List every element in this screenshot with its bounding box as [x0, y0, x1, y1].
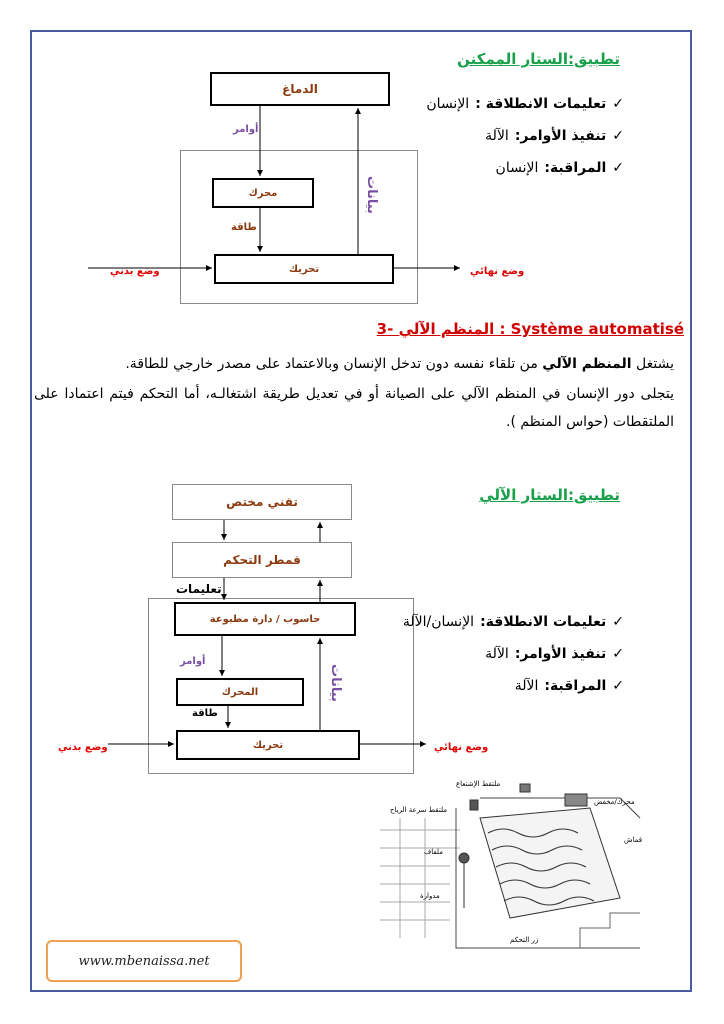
- list-item: ✓ تنفيذ الأوامر: الآلة: [485, 128, 624, 144]
- app2-actuation-box: تحريك: [176, 730, 360, 760]
- app1-motor-box: محرك: [212, 178, 314, 208]
- sun-sensor-label: ملتقط الإشتعاع: [456, 780, 501, 788]
- check-icon: ✓: [612, 678, 624, 694]
- list-item: ✓ تنفيذ الأوامر: الآلة: [485, 646, 624, 662]
- app2-title: تطبيق:الستار الآلي: [479, 486, 620, 504]
- list-item: ✓ المراقبة: الآلة: [514, 678, 624, 694]
- app2-final-state: وضع نهائي: [434, 742, 489, 753]
- app2-initial-state: وضع بدني: [58, 742, 108, 753]
- app2-motor-box: المحرك: [176, 678, 304, 706]
- winder-label: ملفاف: [424, 848, 443, 856]
- website-url: www.mbenaissa.net: [46, 940, 242, 982]
- app1-orders-label: أوامر: [233, 124, 259, 135]
- control-button-label: زر التحكم: [510, 936, 539, 944]
- check-icon: ✓: [612, 160, 624, 176]
- section3-paragraph2: يتجلى دور الإنسان في المنظم الآلي على الصيانة أو في تعديل طريقة اشتغالـه، أما التحكم فيتم اعتمادا على الملتقطات (حواس المنظم ).: [34, 386, 674, 430]
- app2-instructions-label: تعليمات: [176, 582, 222, 596]
- check-icon: ✓: [612, 614, 624, 630]
- app2-data-label: بيانات: [328, 664, 343, 702]
- list-item: ✓ تعليمات الانطلاقة : الإنسان: [426, 96, 624, 112]
- app1-brain-box: الدماغ: [210, 72, 390, 106]
- list-item: ✓ المراقبة: الإنسان: [495, 160, 624, 176]
- fabric-label: قماش: [624, 836, 643, 844]
- app2-energy-label: طاقة: [192, 708, 218, 719]
- section3-paragraph1: يشتغل المنظم الآلي من تلقاء نفسه دون تدخل الإنسان وبالاعتماد على مصدر خارجي للطاقة.: [125, 356, 674, 372]
- app2-control-panel-box: قمطر التحكم: [172, 542, 352, 578]
- crank-label: مدوارة: [420, 892, 440, 900]
- app1-actuation-box: تحريك: [214, 254, 394, 284]
- motor-reducer-label: محرك/مخفض: [594, 798, 635, 806]
- check-icon: ✓: [612, 646, 624, 662]
- app1-energy-label: طاقة: [231, 222, 257, 233]
- check-icon: ✓: [612, 96, 624, 112]
- list-item: ✓ تعليمات الانطلاقة: الإنسان/الآلة: [402, 614, 624, 630]
- app2-computer-box: حاسوب / دارة مطبوعة: [174, 602, 356, 636]
- awning-illustration: [380, 778, 654, 956]
- app1-initial-state: وضع بدني: [110, 266, 160, 277]
- app1-final-state: وضع نهائي: [470, 266, 525, 277]
- app2-technician-box: تقني مختص: [172, 484, 352, 520]
- app1-title: تطبيق:الستار الممكنن: [457, 50, 620, 68]
- wind-sensor-label: ملتقط سرعة الرياح: [390, 806, 448, 814]
- app1-data-label: بيانات: [364, 176, 379, 214]
- section3-heading: 3- المنظم الآلي : Système automatisé: [376, 320, 684, 338]
- app2-orders-label: أوامر: [180, 656, 206, 667]
- check-icon: ✓: [612, 128, 624, 144]
